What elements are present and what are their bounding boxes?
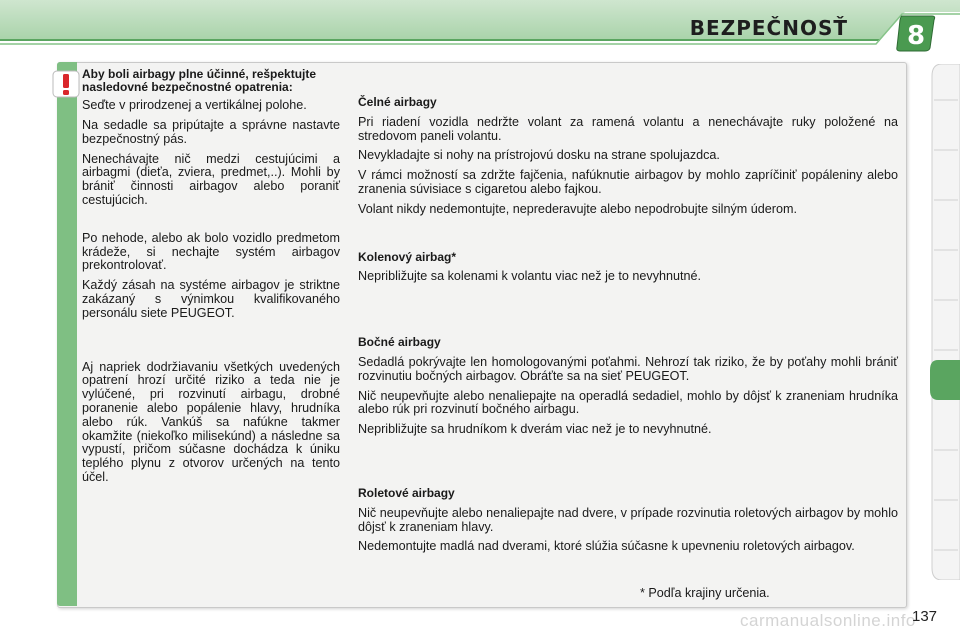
active-chapter-tab xyxy=(930,360,960,400)
section-text: Nič neupevňujte alebo nenaliepajte na operadlá sedadiel, mohlo by dôjsť k zraneniam hrudníka alebo rúk pri rozvinutí bočného airbagu. xyxy=(358,388,898,417)
precaution-text: Po nehode, alebo ak bolo vozidlo predmetom krádeže, si nechajte systém airbagov prekontrolovať. xyxy=(82,230,340,273)
chapter-number: 8 xyxy=(906,21,926,51)
watermark: carmanualsonline.info xyxy=(740,611,916,630)
precaution-text: Aj napriek dodržiavaniu všetkých uvedených opatrení hrozí určité riziko a teda nie je vylúčené, pri rozvinutí airbagu, drobné poranenie alebo popálenie hlavy, hrudníka alebo rúk. Vankúš sa nafúkne takmer okamžite (niekoľko milisekúnd) a následne sa vypustí, pričom súčasne dochádza k úniku teplého plynu z otvorov určených na tento účel. xyxy=(82,359,340,484)
precaution-text: Každý zásah na systéme airbagov je striktne zakázaný s výnimkou kvalifikovaného personálu siete PEUGEOT. xyxy=(82,278,340,320)
section-text: V rámci možností sa zdržte fajčenia, nafúknutie airbagov by mohlo zapríčiniť popáleniny alebo zranenia súvisiace s cigaretou alebo fajkou. xyxy=(358,168,898,196)
section-text: Nepribližujte sa hrudníkom k dverám viac než je to nevyhnutné. xyxy=(358,422,712,437)
section-title-curtain: Roletové airbagy xyxy=(358,485,455,500)
section-text: Sedadlá pokrývajte len homologovanými poťahmi. Nehrozí tak riziko, že by poťahy mohli brániť rozvinutiu bočných airbagov. Obráťte sa na sieť PEUGEOT. xyxy=(358,354,898,383)
panel-accent-bar xyxy=(57,62,77,606)
warning-exclamation-icon xyxy=(52,70,80,98)
chapter-title: BEZPEČNOSŤ xyxy=(689,16,848,40)
section-title-knee: Kolenový airbag* xyxy=(358,249,457,264)
chapter-badge xyxy=(896,14,936,52)
precautions-heading: Aby boli airbagy plne účinné, rešpektujte nasledovné bezpečnostné opatrenia: xyxy=(82,67,317,94)
section-title-lateral: Bočné airbagy xyxy=(358,335,441,350)
section-text: Volant nikdy nedemontujte, neprederavujte alebo nepodrobujte silným úderom. xyxy=(358,201,797,216)
airbag-sections xyxy=(358,96,898,560)
section-text: Nič neupevňujte alebo nenaliepajte nad dvere, v prípade rozvinutia roletových airbagov by mohlo dôjsť k zraneniam hlavy. xyxy=(358,505,898,534)
section-text: Nevykladajte si nohy na prístrojovú dosku na strane spolujazdca. xyxy=(358,148,720,163)
section-text: Nepribližujte sa kolenami k volantu viac než je to nevyhnutné. xyxy=(358,269,702,284)
precaution-text: Na sedadle sa pripútajte a správne nastavte bezpečnostný pás. xyxy=(82,117,340,146)
precautions-column xyxy=(82,68,340,491)
page-number: 137 xyxy=(912,608,938,625)
section-text: Nedemontujte madlá nad dverami, ktoré slúžia súčasne k upevneniu roletových airbagov. xyxy=(358,539,855,554)
section-title-frontal: Čelné airbagy xyxy=(358,95,437,109)
precaution-text: Seďte v prirodzenej a vertikálnej polohe. xyxy=(82,98,307,113)
section-text: Pri riadení vozidla nedržte volant za ramená volantu a nenechávajte ruky položené na stredovom paneli volantu. xyxy=(358,114,898,143)
chapter-tabs xyxy=(928,64,960,580)
footnote: * Podľa krajiny určenia. xyxy=(640,586,770,600)
precaution-text: Nenechávajte nič medzi cestujúcimi a airbagmi (dieťa, zviera, predmet,..). Mohli by brániť činnosti airbagov alebo poraniť cestujúcich. xyxy=(82,151,340,207)
